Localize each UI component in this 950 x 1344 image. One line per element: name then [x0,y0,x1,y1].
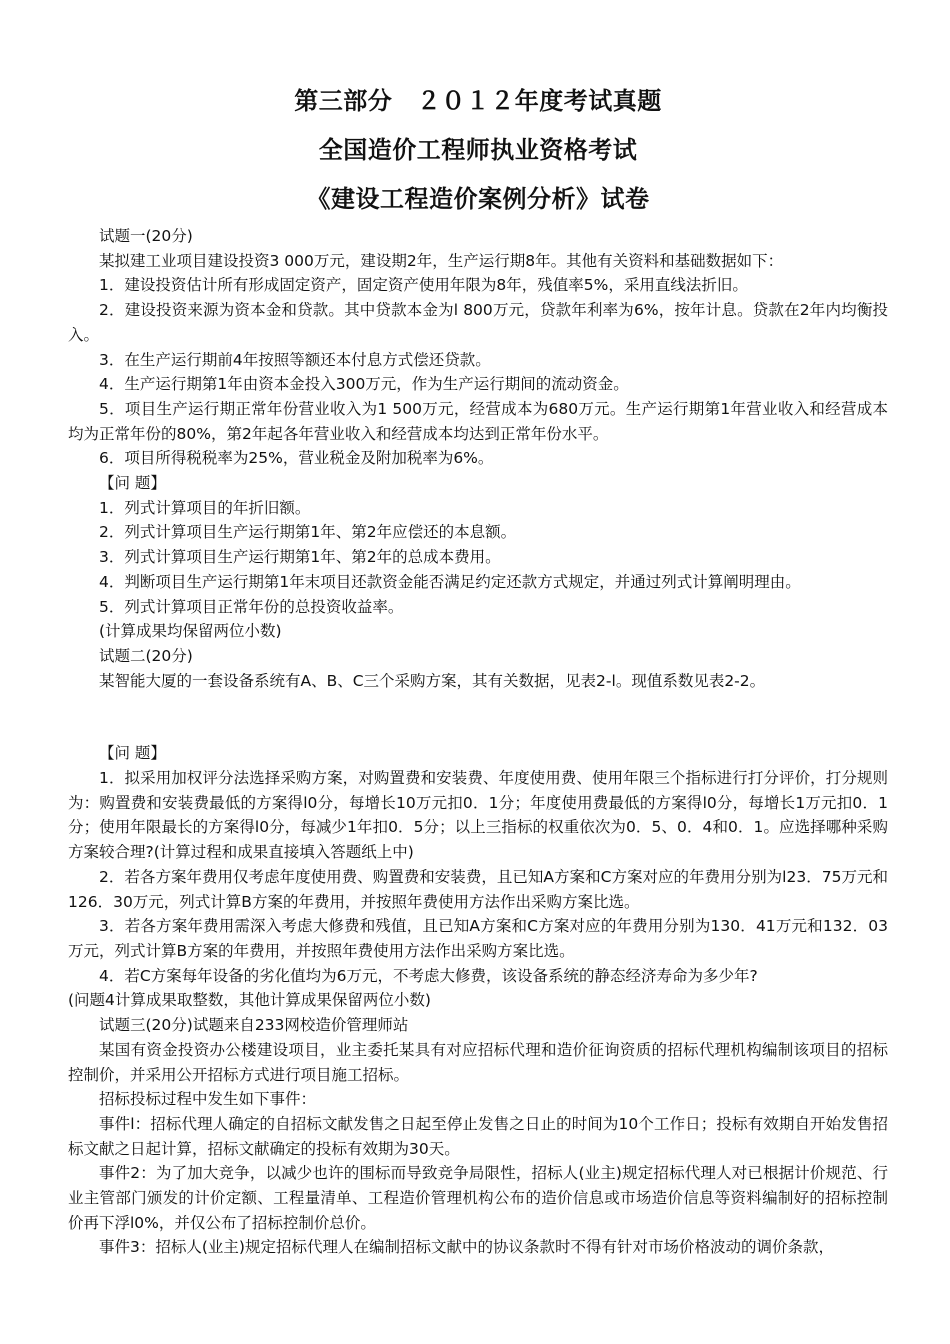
q1-question: 1．列式计算项目的年折旧额。 [99,498,311,517]
q1-item: 3．在生产运行期前4年按照等额还本付息方式偿还贷款。 [99,350,491,369]
q2-question: 4．若C方案每年设备的劣化值均为6万元，不考虑大修费，该设备系统的静态经济寿命为多少年? [99,966,758,985]
q2-question: 1．拟采用加权评分法选择采购方案，对购置费和安装费、年度使用费、使用年限三个指标进行打分评价，打分规则为：购置费和安装费最低的方案得l0分，每增长10万元扣0．1分；年度使用费最低的方案得l0分，每增长1万元扣0．1分；使用年限最长的方案得l0分，每减少1年扣0．5分；以上三指标的权重依次为0．5、0．4和0．1。应选择哪种采购方案较合理?(计算过程和成果直接填入答题纸上中) [68,769,888,862]
q1-heading: 试题一(20分) [99,227,193,245]
q1-item: 6．项目所得税税率为25%，营业税金及附加税率为6%。 [99,449,494,468]
q1-question: 2．列式计算项目生产运行期第1年、第2年应偿还的本息额。 [99,523,517,542]
paper-title: 《建设工程造价案例分析》试卷 [306,185,650,213]
q1-item: 4．生产运行期第1年由资本金投入300万元，作为生产运行期间的流动资金。 [99,375,629,394]
q1-intro: 某拟建工业项目建设投资3 000万元，建设期2年，生产运行期8年。其他有关资料和基础数据如下： [99,251,784,270]
q2-heading: 试题二(20分) [99,646,193,665]
q1-questions-heading: 【问 题】 [99,474,166,493]
q1-item: 5．项目生产运行期正常年份营业收入为1 500万元，经营成本为680万元。生产运行期第1年营业收入和经营成本均为正常年份的80%，第2年起各年营业收入和经营成本均达到正常年份水平。 [68,399,888,443]
q1-question: 4．判断项目生产运行期第1年末项目还款资金能否满足约定还款方式规定，并通过列式计算阐明理由。 [99,572,801,591]
q2-note: (问题4计算成果取整数，其他计算成果保留两位小数) [68,991,431,1010]
q3-paragraph: 事件l：招标代理人确定的自招标文献发售之日起至停止发售之日止的时间为10个工作日；投标有效期自开始发售招标文献之日起计算，招标文献确定的投标有效期为30天。 [68,1114,888,1158]
q3-paragraph: 事件2：为了加大竞争，以减少也许的围标而导致竞争局限性，招标人(业主)规定招标代理人对已根据计价规范、行业主管部门颁发的计价定额、工程量清单、工程造价管理机构公布的造价信息或市场造价信息等资料编制好的招标控制价再下浮l0%，并仅公布了招标控制价总价。 [68,1164,888,1232]
q3-paragraph: 某国有资金投资办公楼建设项目，业主委托某具有对应招标代理和造价征询资质的招标代理机构编制该项目的招标控制价，并采用公开招标方式进行项目施工招标。 [68,1040,888,1084]
table-placeholder-gap [68,693,888,741]
q1-question: 5．列式计算项目正常年份的总投资收益率。 [99,597,404,616]
q3-heading: 试题三(20分)试题来自233网校造价管理师站 [99,1016,409,1035]
q1-note: (计算成果均保留两位小数) [99,622,282,641]
q2-questions-heading: 【问 题】 [99,744,166,763]
q1-item: 2．建设投资来源为资本金和贷款。其中贷款本金为l 800万元，贷款年利率为6%，按年计息。贷款在2年内均衡投入。 [68,301,888,344]
q2-question: 2．若各方案年费用仅考虑年度使用费、购置费和安装费，且已知A方案和C方案对应的年费用分别为l23．75万元和126．30万元，列式计算B方案的年费用，并按照年费使用方法作出采购方案比选。 [68,867,888,911]
q1-item: 1．建设投资估计所有形成固定资产，固定资产使用年限为8年，残值率5%，采用直线法折旧。 [99,276,748,295]
q2-intro: 某智能大厦的一套设备系统有A、B、C三个采购方案，其有关数据，见表2-l。现值系数见表2-2。 [99,671,766,690]
q2-question: 3．若各方案年费用需深入考虑大修费和残值，且已知A方案和C方案对应的年费用分别为130．41万元和132．03万元，列式计算B方案的年费用，并按照年费使用方法作出采购方案比选。 [68,917,888,960]
q3-paragraph: 招标投标过程中发生如下事件： [99,1090,317,1109]
document-body [68,224,888,1260]
q1-question: 3．列式计算项目生产运行期第1年、第2年的总成本费用。 [99,548,501,567]
q3-paragraph: 事件3：招标人(业主)规定招标代理人在编制招标文献中的协议条款时不得有针对市场价格波动的调价条款， [99,1238,834,1257]
exam-title: 全国造价工程师执业资格考试 [318,136,638,164]
part-title: 第三部分 ２０１２年度考试真题 [294,87,662,115]
